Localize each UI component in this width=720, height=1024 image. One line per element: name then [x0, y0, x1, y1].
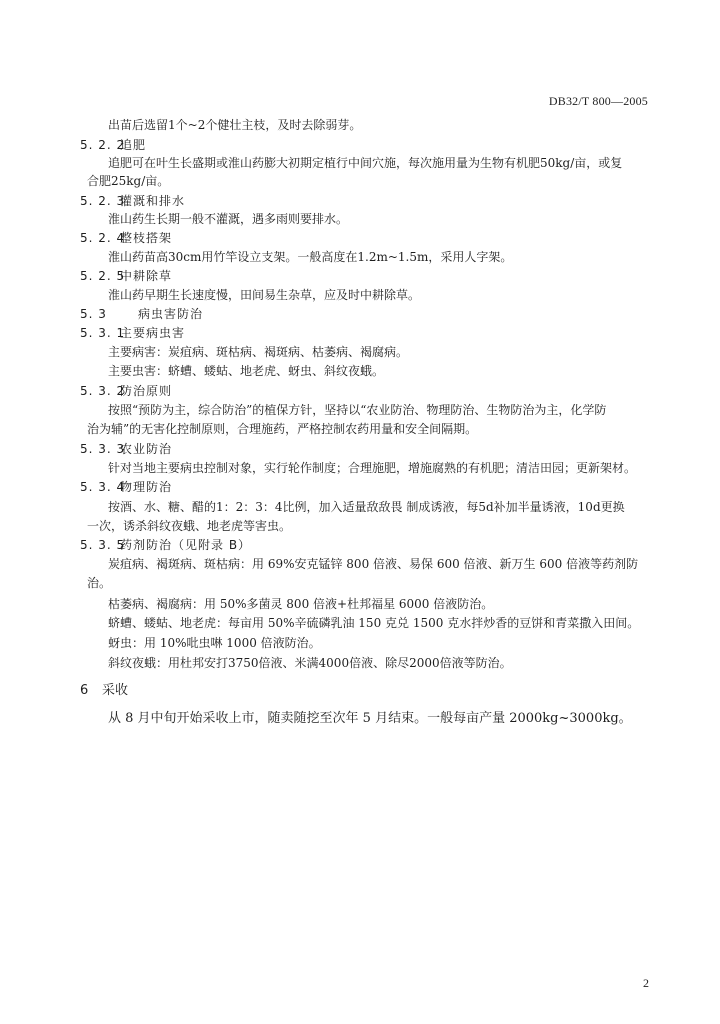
section-heading-5-3: [80, 307, 203, 321]
section-number: 5. 3. 3: [80, 442, 126, 456]
paragraph: 蛴螬、蝼蛄、地老虎：每亩用 50%辛硫磷乳油 150 克兑 1500 克水拌炒香的豆饼和青菜撒入田间。: [108, 616, 640, 630]
page-number: 2: [643, 976, 649, 990]
paragraph: 针对当地主要病虫控制对象，实行轮作制度；合理施肥，增施腐熟的有机肥；清洁田园；更新架材。: [108, 461, 637, 475]
section-number: 5. 2. 2: [80, 138, 126, 152]
paragraph: 炭疽病、褐斑病、斑枯病：用 69%安克锰锌 800 倍液、易保 600 倍液、新万生 600 倍液等药剂防: [108, 557, 639, 571]
section-heading-6: [80, 684, 128, 698]
section-number: 5. 2. 5: [80, 269, 126, 283]
paragraph: 从 8 月中旬开始采收上市，随卖随挖至次年 5 月结束。一般每亩产量 2000kg~3000kg。: [108, 711, 632, 726]
section-number: 5. 3. 4: [80, 480, 126, 494]
section-title: 灌溉和排水: [120, 194, 186, 208]
section-title: 追肥: [120, 138, 147, 152]
paragraph: 主要虫害：蛴螬、蝼蛄、地老虎、蚜虫、斜纹夜蛾。: [108, 364, 385, 378]
paragraph: 按酒、水、糖、醋的1：2：3：4比例，加入适量敌敌畏 制成诱液，每5d补加半量诱液，10d更换: [108, 500, 625, 514]
section-heading-5-2-3: [80, 194, 185, 208]
paragraph: 主要病害：炭疽病、斑枯病、褐斑病、枯萎病、褐腐病。: [108, 345, 409, 359]
section-number: 5. 3: [80, 307, 107, 321]
section-title: 物理防治: [120, 480, 173, 494]
section-heading-5-2-2: [80, 138, 146, 152]
section-heading-5-3-4: [80, 480, 172, 494]
section-title: 整枝搭架: [120, 231, 173, 245]
paragraph: 淮山药苗高30cm用竹竿设立支架。一般高度在1.2m~1.5m，采用人字架。: [108, 250, 513, 264]
paragraph: 按照“预防为主，综合防治”的植保方针，坚持以“农业防治、物理防治、生物防治为主，化学防: [108, 403, 607, 417]
section-title: 防治原则: [120, 384, 173, 398]
paragraph: 蚜虫：用 10%吡虫啉 1000 倍液防治。: [108, 636, 321, 650]
section-heading-5-2-5: [80, 269, 172, 283]
section-number: 5. 3. 1: [80, 326, 126, 340]
paragraph: 出苗后选留1个~2个健壮主枝，及时去除弱芽。: [108, 118, 362, 132]
paragraph-continuation: 治为辅”的无害化控制原则，合理施药，严格控制农药用量和安全间隔期。: [87, 422, 478, 436]
section-title: 农业防治: [120, 442, 173, 456]
paragraph-continuation: 治。: [87, 576, 112, 590]
section-heading-5-3-2: [80, 384, 172, 398]
section-number: 6: [80, 683, 89, 698]
section-title: 采收: [102, 683, 129, 698]
section-heading-5-3-5: [80, 538, 251, 552]
paragraph: 淮山药早期生长速度慢，田间易生杂草，应及时中耕除草。: [108, 288, 421, 302]
document-code: DB32/T 800—2005: [548, 94, 648, 108]
section-heading-5-3-1: [80, 326, 185, 340]
section-title: 主要病虫害: [120, 326, 186, 340]
section-title: 药剂防治（见附录 B）: [120, 538, 252, 552]
section-title: 中耕除草: [120, 269, 173, 283]
section-number: 5. 2. 3: [80, 194, 126, 208]
section-number: 5. 3. 2: [80, 384, 126, 398]
paragraph: 淮山药生长期一般不灌溉，遇多雨则要排水。: [108, 212, 349, 226]
section-number: 5. 3. 5: [80, 538, 126, 552]
paragraph: 枯萎病、褐腐病：用 50%多菌灵 800 倍液+杜邦福星 6000 倍液防治。: [108, 597, 494, 611]
section-heading-5-2-4: [80, 231, 172, 245]
paragraph-continuation: 一次，诱杀斜纹夜蛾、地老虎等害虫。: [87, 519, 292, 533]
paragraph: 斜纹夜蛾：用杜邦安打3750倍液、米满4000倍液、除尽2000倍液等防治。: [108, 656, 512, 670]
section-title: 病虫害防治: [138, 307, 204, 321]
section-heading-5-3-3: [80, 442, 172, 456]
paragraph: 追肥可在叶生长盛期或淮山药膨大初期定植行中间穴施，每次施用量为生物有机肥50kg/亩，或复: [108, 156, 623, 170]
section-number: 5. 2. 4: [80, 231, 126, 245]
paragraph-continuation: 合肥25kg/亩。: [87, 174, 170, 188]
